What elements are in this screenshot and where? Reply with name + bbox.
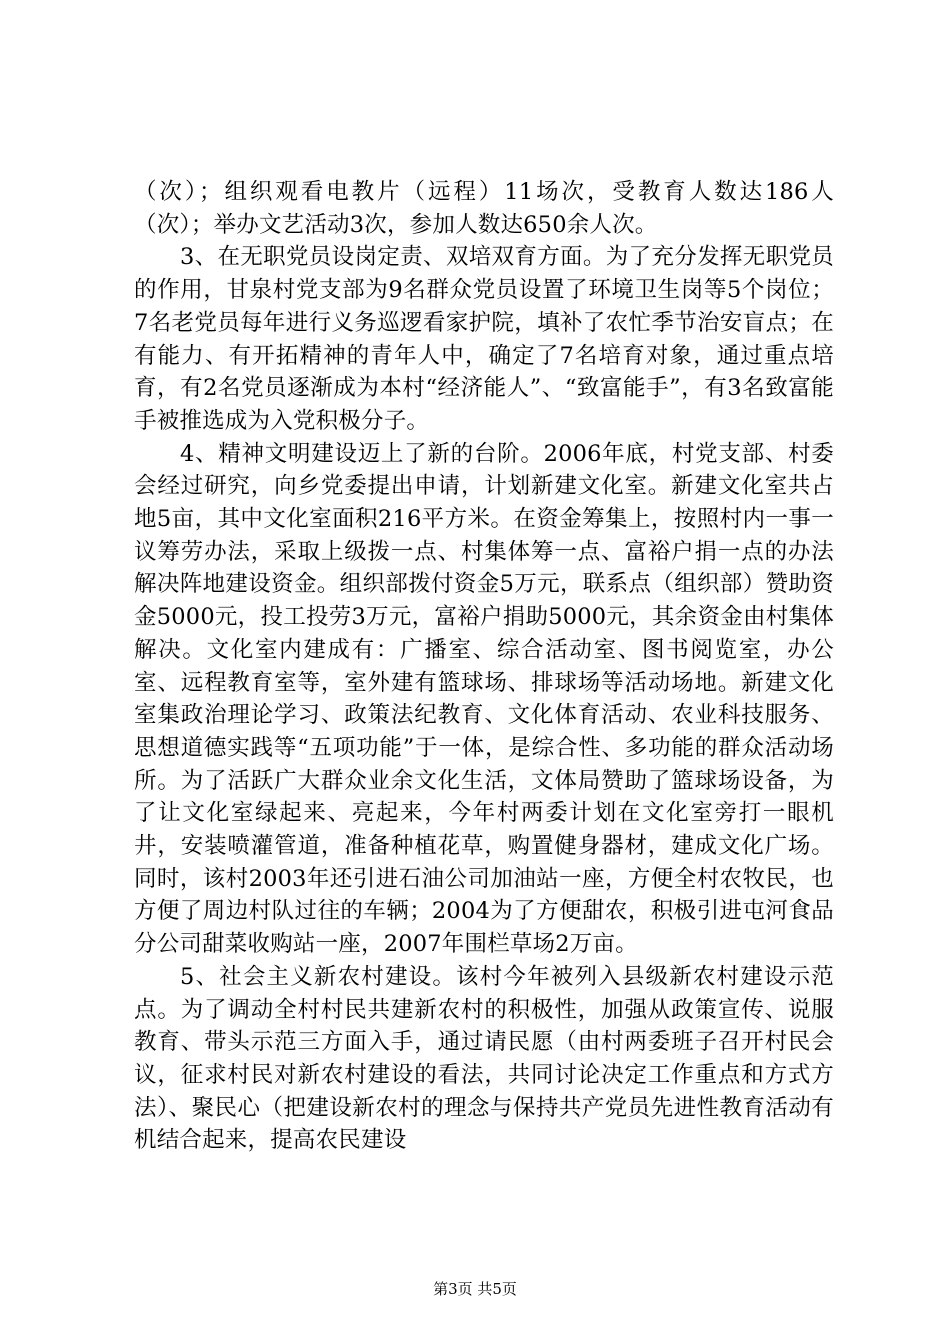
page-number-footer: 第3页 共5页	[433, 1280, 517, 1298]
paragraph-section-4: 4、精神文明建设迈上了新的台阶。2006年底，村党支部、村委会经过研究，向乡党委提出申请，计划新建文化室。新建文化室共占地5亩，其中文化室面积216平方米。在资金筹集上，按照村内一事一议筹劳办法，采取上级拨一点、村集体筹一点、富裕户捐一点的办法解决阵地建设资金。组织部拨付资金5万元，联系点（组织部）赞助资金5000元，投工投劳3万元，富裕户捐助5000元，其余资金由村集体解决。文化室内建成有：广播室、综合活动室、图书阅览室，办公室、远程教育室等，室外建有篮球场、排球场等活动场地。新建文化室集政治理论学习、政策法纪教育、文化体育活动、农业科技服务、思想道德实践等“五项功能”于一体，是综合性、多功能的群众活动场所。为了活跃广大群众业余文化生活，文体局赞助了篮球场设备，为了让文化室绿起来、亮起来，今年村两委计划在文化室旁打一眼机井，安装喷灌管道，准备种植花草，购置健身器材，建成文化广场。同时，该村2003年还引进石油公司加油站一座，方便全村农牧民，也方便了周边村队过往的车辆；2004为了方便甜农，积极引进屯河食品分公司甜菜收购站一座，2007年围栏草场2万亩。	[134, 440, 834, 958]
document-body	[134, 176, 834, 1157]
paragraph-continuation: （次）；组织观看电教片（远程）11场次，受教育人数达186人（次）；举办文艺活动3次，参加人数达650余人次。	[134, 179, 834, 238]
paragraph-section-3: 3、在无职党员设岗定责、双培双育方面。为了充分发挥无职党员的作用，甘泉村党支部为9名群众党员设置了环境卫生岗等5个岗位；7名老党员每年进行义务巡逻看家护院，填补了农忙季节治安盲点；在有能力、有开拓精神的青年人中，确定了7名培育对象，通过重点培育，有2名党员逐渐成为本村“经济能人”、“致富能手”，有3名致富能手被推选成为入党积极分子。	[134, 244, 834, 434]
paragraph-section-5: 5、社会主义新农村建设。该村今年被列入县级新农村建设示范点。为了调动全村村民共建新农村的积极性，加强从政策宣传、说服教育、带头示范三方面入手，通过请民愿（由村两委班子召开村民会议，征求村民对新农村建设的看法，共同讨论决定工作重点和方式方法）、聚民心（把建设新农村的理念与保持共产党员先进性教育活动有机结合起来，提高农民建设	[134, 963, 834, 1154]
